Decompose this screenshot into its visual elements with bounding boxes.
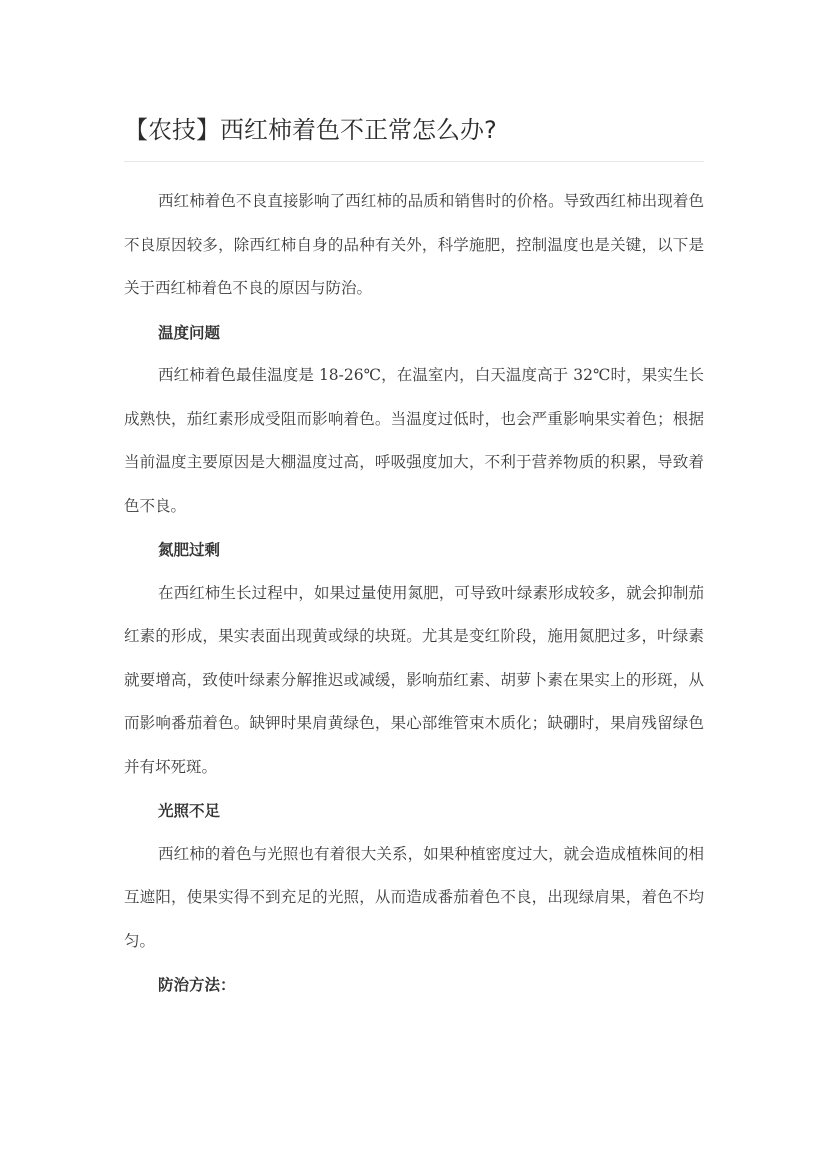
article-title: 【农技】西红柿着色不正常怎么办?: [124, 116, 497, 144]
title-divider: [124, 161, 704, 162]
section-heading-nitrogen: 氮肥过剩: [158, 540, 221, 559]
section-heading-temperature: 温度问题: [158, 322, 221, 342]
section-heading-light: 光照不足: [158, 801, 221, 820]
light-paragraph: 西红柿的着色与光照也有着很大关系，如果种植密度过大，就会造成植株间的相互遮阳，使果实得不到充足的光照，从而造成番茄着色不良，出现绿肩果，着色不均匀。: [124, 844, 704, 950]
section-heading-prevention: 防治方法：: [158, 975, 236, 994]
intro-paragraph: 西红柿着色不良直接影响了西红柿的品质和销售时的价格。导致西红柿出现着色不良原因较多，除西红柿自身的品种有关外，科学施肥，控制温度也是关键，以下是关于西红柿着色不良的原因与防治。: [124, 192, 704, 297]
article-body: [124, 180, 704, 1007]
nitrogen-paragraph: 在西红柿生长过程中，如果过量使用氮肥，可导致叶绿素形成较多，就会抑制茄红素的形成，果实表面出现黄或绿的块斑。尤其是变红阶段，施用氮肥过多，叶绿素就要增高，致使叶绿素分解推迟或减缓，影响茄红素、胡萝卜素在果实上的形斑，从而影响番茄着色。缺钾时果肩黄绿色，果心部维管束木质化；缺硼时，果肩残留绿色并有坏死斑。: [124, 583, 704, 776]
temperature-paragraph: 西红柿着色最佳温度是 18-26℃，在温室内，白天温度高于 32℃时，果实生长成熟快，茄红素形成受阻而影响着色。当温度过低时，也会严重影响果实着色；根据当前温度主要原因是大棚温度过高，呼吸强度加大，不利于营养物质的积累，导致着色不良。: [124, 366, 704, 515]
